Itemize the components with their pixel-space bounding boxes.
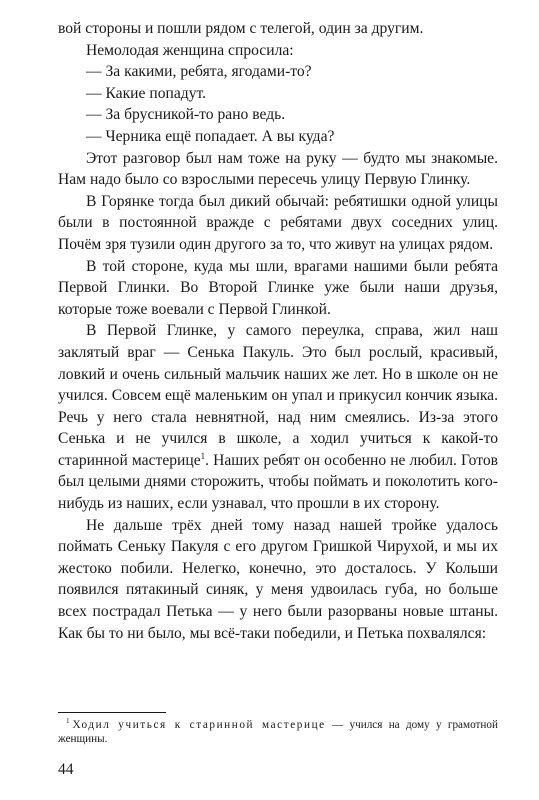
paragraph: Этот разговор был нам тоже на руку — будто мы знакомые. Нам надо было со взрослыми пересечь улицу Первую Глинку. (58, 149, 498, 189)
book-page (58, 18, 498, 788)
footnote-divider (58, 712, 166, 713)
footnote (58, 718, 498, 746)
footnote-mark: 1 (66, 717, 70, 726)
paragraph: В Горянке тогда был дикий обычай: ребятишки одной улицы были в постоянной вражде с ребятами двух соседних улиц. Почём зря тузили один другого за то, что живут на улицах рядом. (58, 192, 498, 253)
paragraph-text-after: . Наших ребят он особенно не любил. Готов был целыми днями сторожить, чтобы поймать и поколотить кого-нибудь из наших, если узнавал, что прошли в их сторону. (58, 451, 498, 513)
dialogue-line: — За какими, ребята, ягодами-то? (86, 63, 312, 81)
paragraph: вой стороны и пошли рядом с телегой, один за другим. (58, 20, 424, 37)
footnote-definition: — учился на дому у грамотной женщины. (58, 719, 498, 745)
page-number: 44 (58, 761, 74, 778)
paragraph: В той стороне, куда мы шли, врагами нашими были ребята Первой Глинки. Во Второй Глинке уже были наши друзья, которые тоже воевали с Первой Глинкой. (58, 257, 498, 318)
footnote-reference[interactable]: 1 (200, 450, 206, 461)
paragraph-text-before: В Первой Глинке, у самого переулка, справа, жил наш заклятый враг — Сенька Пакуль. Это был рослый, красивый, ловкий и очень сильный мальчик наших же лет. Но в школе он не учился. Совсем ещё маленьким он упал и прикусил кончик языка. Речь у него стала невнятной, над ним смеялись. Из-за этого Сенька и не учился в школе, а ходил учиться к какой-то старинной мастерице (58, 322, 498, 469)
dialogue-line: — За брусникой-то рано ведь. (86, 106, 286, 124)
paragraph-with-footnote (58, 320, 498, 514)
paragraph: Немолодая женщина спросила: (86, 41, 294, 59)
footnote-term: Ходил учиться к старинной мастерице (72, 719, 326, 731)
dialogue-line: — Какие попадут. (86, 84, 207, 102)
dialogue-line: — Черника ещё попадает. А вы куда? (86, 127, 335, 145)
body-text (58, 18, 498, 644)
paragraph: Не дальше трёх дней тому назад нашей тройке удалось поймать Сеньку Пакуля с его другом Гришкой Чирухой, и мы их жестоко побили. Нелегко, конечно, это досталось. У Кольши появился пятакиный синяк, у меня удвоилась губа, но больше всех пострадал Петька — у него были разорваны новые штаны. Как бы то ни было, мы всё-таки победили, и Петька похвалялся: (58, 516, 498, 642)
